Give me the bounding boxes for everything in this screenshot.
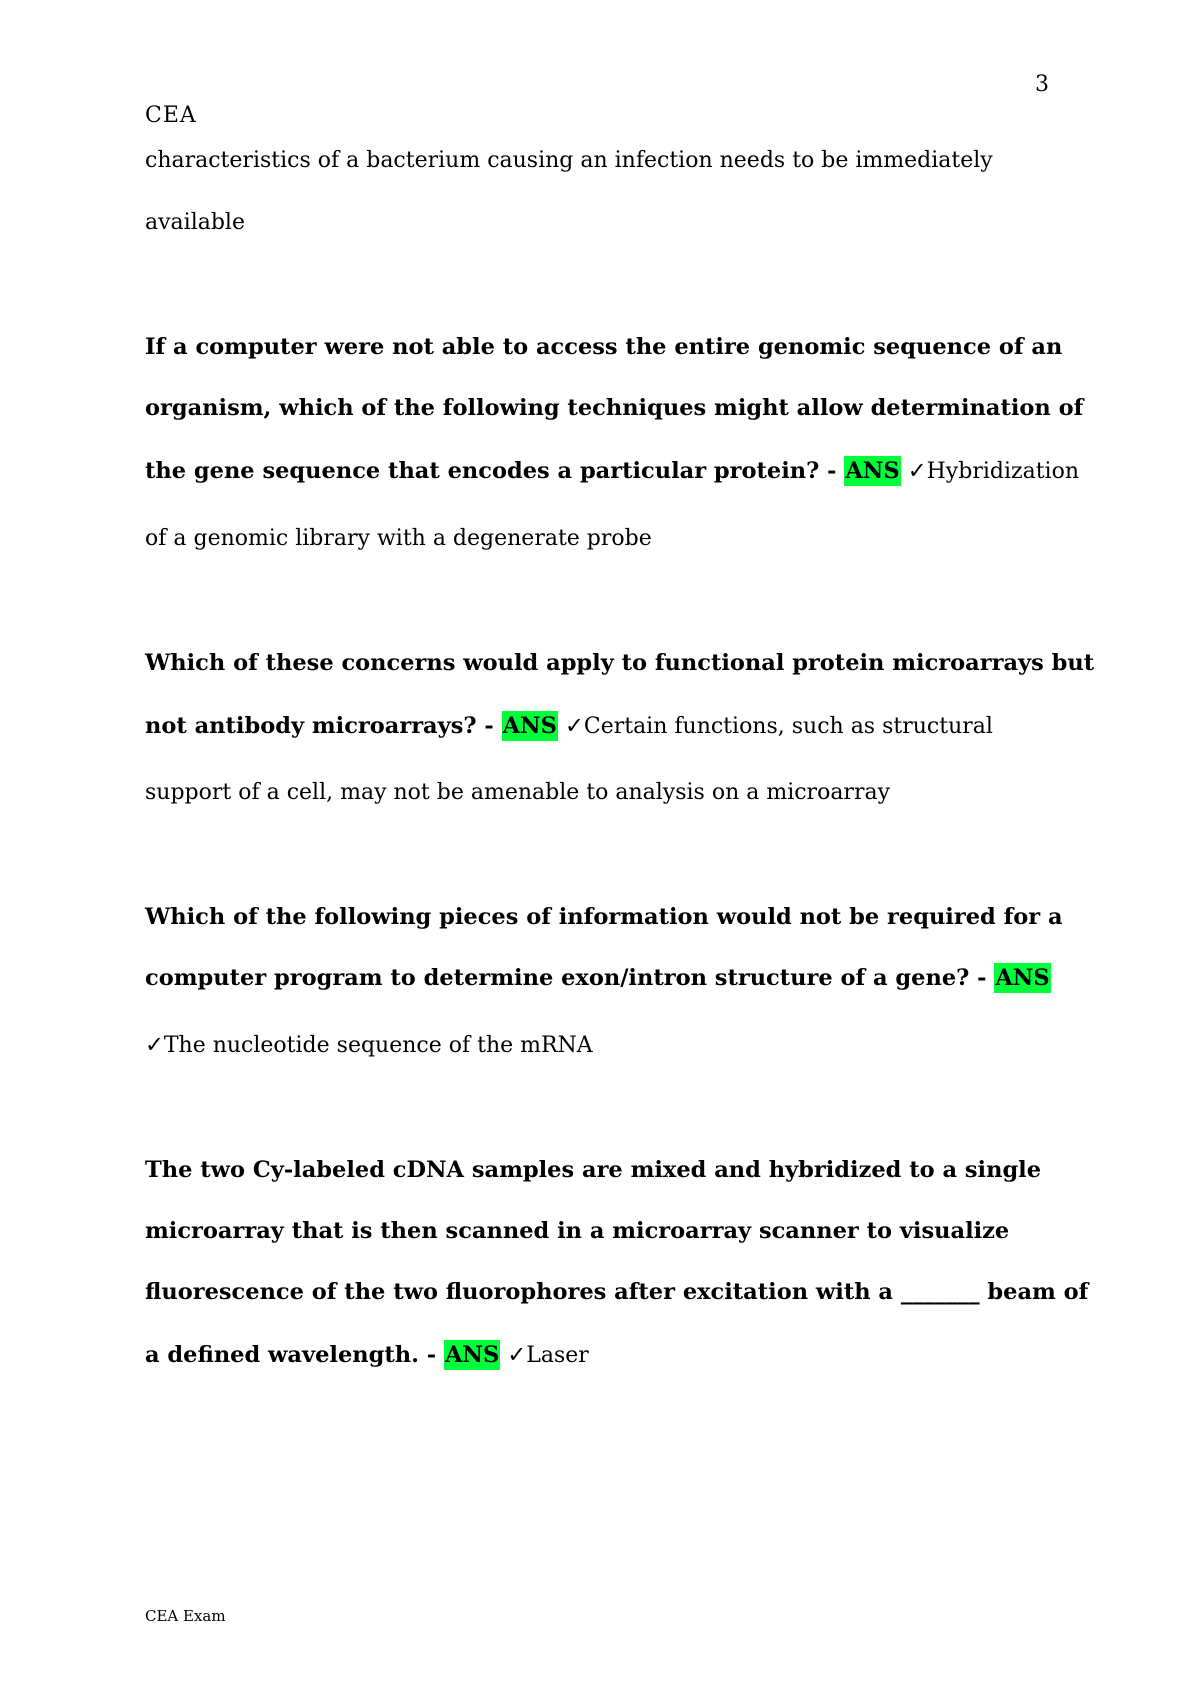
question-4-text: a defined wavelength. - — [145, 1342, 444, 1368]
answer-3-line-1-row — [145, 1032, 593, 1058]
question-3-line-2 — [145, 965, 1051, 991]
ans-badge: ANS — [502, 713, 557, 739]
question-4-line-3: fluorescence of the two fluorophores after excitation with a _______ beam of — [145, 1279, 1089, 1305]
question-2-line-2 — [145, 713, 993, 739]
answer-1-line-2: of a genomic library with a degenerate probe — [145, 526, 652, 551]
check-icon: ✓ — [907, 458, 927, 484]
check-icon: ✓ — [145, 1032, 164, 1058]
question-4-line-2: microarray that is then scanned in a microarray scanner to visualize — [145, 1218, 1010, 1244]
question-4-line-4 — [145, 1342, 589, 1368]
ans-badge: ANS — [444, 1342, 500, 1368]
answer-2-line-1: Certain functions, such as structural — [583, 714, 993, 739]
page-footer: CEA Exam — [145, 1607, 226, 1625]
answer-3-line-1: The nucleotide sequence of the mRNA — [163, 1033, 593, 1058]
ans-badge: ANS — [845, 458, 900, 484]
question-1-text: the gene sequence that encodes a particular protein? - — [145, 458, 845, 484]
check-icon: ✓ — [507, 1342, 527, 1368]
question-2-line-1: Which of these concerns would apply to functional protein microarrays but — [145, 650, 1095, 676]
page-number: 3 — [1035, 72, 1049, 97]
answer-2-line-2: support of a cell, may not be amenable to analysis on a microarray — [145, 780, 891, 805]
question-1-line-2: organism, which of the following techniques might allow determination of — [145, 395, 1084, 421]
question-4-line-1: The two Cy-labeled cDNA samples are mixed and hybridized to a single — [145, 1157, 1042, 1183]
answer-4-line-1: Laser — [526, 1343, 589, 1368]
question-1-line-1: If a computer were not able to access the entire genomic sequence of an — [145, 334, 1063, 360]
answer-1-line-1: Hybridization — [926, 459, 1079, 484]
intro-line-1: characteristics of a bacterium causing an infection needs to be immediately — [145, 148, 993, 173]
question-3-line-1: Which of the following pieces of information would not be required for a — [145, 904, 1063, 930]
intro-line-2: available — [145, 210, 245, 235]
check-icon: ✓ — [565, 713, 584, 739]
page-header: CEA — [145, 103, 197, 128]
question-2-text: not antibody microarrays? - — [145, 713, 502, 739]
question-3-text: computer program to determine exon/intron structure of a gene? - — [145, 965, 995, 991]
question-1-line-3 — [145, 458, 1079, 484]
ans-badge: ANS — [995, 965, 1050, 991]
